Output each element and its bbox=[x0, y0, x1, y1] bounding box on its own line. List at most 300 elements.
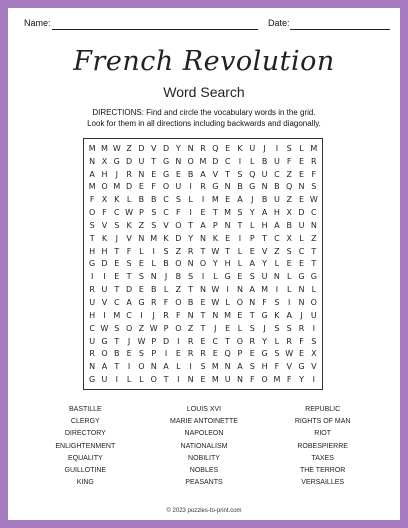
grid-letter[interactable]: X bbox=[286, 233, 292, 243]
grid-letter[interactable]: E bbox=[126, 349, 132, 359]
grid-letter[interactable]: M bbox=[273, 375, 281, 385]
grid-letter[interactable]: H bbox=[261, 220, 268, 230]
grid-letter[interactable]: D bbox=[162, 336, 170, 346]
grid-letter[interactable]: T bbox=[200, 323, 206, 333]
grid-letter[interactable]: Y bbox=[212, 259, 218, 269]
grid-letter[interactable]: J bbox=[152, 310, 155, 320]
grid-letter[interactable]: D bbox=[126, 182, 133, 192]
grid-letter[interactable]: Y bbox=[188, 233, 194, 243]
grid-letter[interactable]: N bbox=[224, 362, 231, 372]
grid-letter[interactable]: Z bbox=[286, 195, 292, 205]
grid-letter[interactable]: E bbox=[298, 169, 305, 179]
grid-letter[interactable]: E bbox=[225, 233, 231, 243]
grid-letter[interactable]: A bbox=[286, 310, 292, 320]
grid-letter[interactable]: R bbox=[200, 349, 206, 359]
grid-letter[interactable]: A bbox=[261, 208, 268, 218]
grid-letter[interactable]: E bbox=[175, 169, 181, 179]
grid-letter[interactable]: D bbox=[212, 156, 219, 166]
grid-letter[interactable]: I bbox=[288, 298, 291, 308]
grid-letter[interactable]: Z bbox=[138, 220, 145, 230]
grid-letter[interactable]: O bbox=[175, 259, 182, 269]
grid-letter[interactable]: O bbox=[261, 375, 268, 385]
grid-letter[interactable]: E bbox=[200, 375, 206, 385]
grid-letter[interactable]: A bbox=[249, 285, 255, 295]
grid-letter[interactable]: L bbox=[188, 195, 193, 205]
grid-letter[interactable]: L bbox=[299, 233, 304, 243]
grid-letter[interactable]: J bbox=[214, 323, 217, 333]
grid-letter[interactable]: S bbox=[286, 323, 292, 333]
grid-letter[interactable]: D bbox=[162, 143, 170, 153]
grid-letter[interactable]: M bbox=[211, 195, 219, 205]
grid-letter[interactable]: S bbox=[249, 272, 255, 282]
grid-letter[interactable]: U bbox=[310, 310, 317, 320]
grid-letter[interactable]: S bbox=[138, 272, 144, 282]
grid-letter[interactable]: T bbox=[114, 362, 120, 372]
grid-letter[interactable]: N bbox=[261, 182, 268, 192]
grid-letter[interactable]: L bbox=[237, 259, 243, 269]
grid-letter[interactable]: T bbox=[249, 310, 255, 320]
grid-letter[interactable]: H bbox=[89, 310, 96, 320]
grid-letter[interactable]: F bbox=[126, 246, 132, 256]
grid-letter[interactable]: A bbox=[200, 220, 206, 230]
grid-letter[interactable]: O bbox=[310, 298, 317, 308]
grid-letter[interactable]: I bbox=[275, 143, 279, 153]
grid-letter[interactable]: R bbox=[311, 156, 317, 166]
grid-letter[interactable]: P bbox=[139, 208, 144, 218]
grid-letter[interactable]: T bbox=[126, 272, 132, 282]
grid-letter[interactable]: C bbox=[298, 246, 305, 256]
grid-letter[interactable]: E bbox=[151, 169, 157, 179]
grid-letter[interactable]: O bbox=[199, 259, 207, 269]
grid-letter[interactable]: B bbox=[274, 182, 280, 192]
grid-letter[interactable]: W bbox=[100, 323, 109, 333]
grid-letter[interactable]: N bbox=[187, 375, 194, 385]
grid-letter[interactable]: D bbox=[175, 233, 182, 243]
grid-letter[interactable]: N bbox=[236, 375, 243, 385]
grid-letter[interactable]: E bbox=[237, 272, 243, 282]
grid-letter[interactable]: E bbox=[200, 208, 206, 218]
grid-letter[interactable]: S bbox=[89, 220, 95, 230]
grid-letter[interactable]: N bbox=[298, 298, 305, 308]
grid-letter[interactable]: V bbox=[101, 220, 108, 230]
grid-letter[interactable]: T bbox=[200, 310, 206, 320]
grid-letter[interactable]: N bbox=[212, 310, 219, 320]
grid-letter[interactable]: O bbox=[175, 323, 182, 333]
grid-letter[interactable]: U bbox=[224, 375, 231, 385]
grid-letter[interactable]: Z bbox=[126, 143, 132, 153]
grid-letter[interactable]: L bbox=[151, 259, 156, 269]
grid-letter[interactable]: I bbox=[312, 375, 315, 385]
grid-letter[interactable]: X bbox=[101, 156, 108, 166]
grid-letter[interactable]: U bbox=[298, 220, 305, 230]
grid-letter[interactable]: T bbox=[237, 220, 243, 230]
grid-letter[interactable]: W bbox=[285, 349, 294, 359]
grid-letter[interactable]: B bbox=[114, 349, 120, 359]
grid-letter[interactable]: O bbox=[138, 362, 145, 372]
grid-letter[interactable]: K bbox=[126, 220, 132, 230]
grid-letter[interactable]: L bbox=[213, 272, 218, 282]
grid-letter[interactable]: H bbox=[101, 169, 108, 179]
grid-letter[interactable]: K bbox=[114, 195, 120, 205]
grid-letter[interactable]: I bbox=[90, 272, 94, 282]
grid-letter[interactable]: R bbox=[187, 349, 194, 359]
grid-letter[interactable]: F bbox=[286, 156, 292, 166]
grid-letter[interactable]: U bbox=[138, 156, 145, 166]
grid-letter[interactable]: V bbox=[311, 362, 317, 372]
grid-letter[interactable]: L bbox=[225, 298, 230, 308]
grid-letter[interactable]: A bbox=[249, 259, 255, 269]
grid-letter[interactable]: E bbox=[298, 195, 305, 205]
grid-letter[interactable]: T bbox=[225, 336, 231, 346]
grid-letter[interactable]: B bbox=[187, 298, 194, 308]
grid-letter[interactable]: L bbox=[299, 143, 304, 153]
grid-letter[interactable]: V bbox=[101, 298, 108, 308]
grid-letter[interactable]: I bbox=[103, 272, 106, 282]
grid-letter[interactable]: L bbox=[163, 285, 169, 295]
grid-letter[interactable]: S bbox=[163, 246, 169, 256]
grid-letter[interactable]: F bbox=[102, 208, 107, 218]
grid-letter[interactable]: L bbox=[286, 272, 292, 282]
grid-letter[interactable]: O bbox=[175, 298, 182, 308]
grid-letter[interactable]: K bbox=[274, 310, 280, 320]
grid-letter[interactable]: U bbox=[101, 375, 108, 385]
grid-letter[interactable]: M bbox=[211, 362, 219, 372]
grid-letter[interactable]: Z bbox=[138, 323, 145, 333]
grid-letter[interactable]: T bbox=[114, 246, 120, 256]
grid-letter[interactable]: A bbox=[200, 169, 206, 179]
grid-letter[interactable]: W bbox=[211, 246, 220, 256]
grid-letter[interactable]: T bbox=[311, 246, 317, 256]
grid-letter[interactable]: O bbox=[101, 349, 108, 359]
grid-letter[interactable]: D bbox=[138, 143, 145, 153]
grid-letter[interactable]: M bbox=[199, 156, 207, 166]
grid-letter[interactable]: G bbox=[162, 156, 170, 166]
grid-letter[interactable]: S bbox=[175, 195, 181, 205]
grid-letter[interactable]: I bbox=[115, 375, 118, 385]
grid-letter[interactable]: A bbox=[126, 298, 132, 308]
grid-letter[interactable]: I bbox=[189, 182, 192, 192]
grid-letter[interactable]: U bbox=[249, 143, 256, 153]
grid-letter[interactable]: I bbox=[127, 362, 131, 372]
grid-letter[interactable]: E bbox=[225, 323, 231, 333]
grid-letter[interactable]: E bbox=[225, 195, 231, 205]
grid-letter[interactable]: J bbox=[263, 323, 266, 333]
grid-letter[interactable]: L bbox=[274, 259, 280, 269]
grid-letter[interactable]: R bbox=[286, 336, 292, 346]
grid-letter[interactable]: S bbox=[274, 298, 280, 308]
grid-letter[interactable]: J bbox=[115, 233, 118, 243]
grid-letter[interactable]: B bbox=[237, 182, 243, 192]
grid-letter[interactable]: U bbox=[89, 298, 96, 308]
grid-letter[interactable]: I bbox=[238, 233, 242, 243]
grid-letter[interactable]: E bbox=[298, 349, 305, 359]
grid-letter[interactable]: T bbox=[188, 220, 194, 230]
grid-letter[interactable]: M bbox=[88, 182, 96, 192]
grid-letter[interactable]: S bbox=[286, 246, 292, 256]
grid-letter[interactable]: G bbox=[89, 375, 96, 385]
grid-letter[interactable]: H bbox=[273, 208, 280, 218]
grid-letter[interactable]: Y bbox=[262, 259, 268, 269]
grid-letter[interactable]: G bbox=[224, 272, 231, 282]
grid-letter[interactable]: N bbox=[138, 169, 145, 179]
grid-letter[interactable]: G bbox=[261, 349, 268, 359]
grid-letter[interactable]: E bbox=[249, 246, 255, 256]
grid-letter[interactable]: E bbox=[114, 272, 120, 282]
grid-letter[interactable]: N bbox=[150, 362, 157, 372]
grid-letter[interactable]: A bbox=[237, 195, 243, 205]
grid-letter[interactable]: O bbox=[175, 220, 182, 230]
grid-letter[interactable]: R bbox=[200, 182, 206, 192]
grid-letter[interactable]: F bbox=[286, 375, 292, 385]
grid-letter[interactable]: O bbox=[162, 182, 170, 192]
grid-letter[interactable]: E bbox=[286, 259, 292, 269]
grid-letter[interactable]: A bbox=[101, 362, 108, 372]
grid-letter[interactable]: T bbox=[262, 233, 268, 243]
grid-letter[interactable]: P bbox=[163, 323, 169, 333]
grid-letter[interactable]: S bbox=[151, 220, 157, 230]
grid-letter[interactable]: R bbox=[150, 298, 157, 308]
grid-letter[interactable]: W bbox=[211, 285, 220, 295]
grid-letter[interactable]: N bbox=[175, 156, 182, 166]
grid-letter[interactable]: F bbox=[151, 182, 157, 192]
grid-letter[interactable]: V bbox=[150, 143, 157, 153]
grid-letter[interactable]: B bbox=[150, 285, 157, 295]
grid-letter[interactable]: M bbox=[224, 310, 232, 320]
grid-letter[interactable]: R bbox=[163, 310, 169, 320]
grid-letter[interactable]: B bbox=[163, 259, 169, 269]
grid-letter[interactable]: F bbox=[274, 362, 280, 372]
grid-letter[interactable]: A bbox=[237, 362, 243, 372]
grid-letter[interactable]: U bbox=[261, 272, 268, 282]
grid-letter[interactable]: E bbox=[237, 310, 243, 320]
grid-letter[interactable]: G bbox=[298, 362, 305, 372]
grid-letter[interactable]: N bbox=[236, 285, 243, 295]
grid-letter[interactable]: T bbox=[212, 208, 218, 218]
grid-letter[interactable]: D bbox=[101, 259, 108, 269]
grid-letter[interactable]: Q bbox=[249, 169, 256, 179]
grid-letter[interactable]: Q bbox=[224, 349, 231, 359]
grid-letter[interactable]: A bbox=[89, 169, 95, 179]
grid-letter[interactable]: I bbox=[177, 336, 180, 346]
grid-letter[interactable]: P bbox=[249, 233, 255, 243]
grid-letter[interactable]: M bbox=[101, 143, 108, 153]
grid-letter[interactable]: K bbox=[163, 233, 169, 243]
grid-letter[interactable]: N bbox=[310, 220, 317, 230]
grid-letter[interactable]: V bbox=[126, 233, 132, 243]
grid-letter[interactable]: F bbox=[176, 208, 181, 218]
grid-letter[interactable]: T bbox=[200, 246, 206, 256]
grid-letter[interactable]: N bbox=[273, 272, 280, 282]
grid-letter[interactable]: T bbox=[114, 336, 120, 346]
grid-letter[interactable]: I bbox=[189, 208, 192, 218]
grid-letter[interactable]: P bbox=[237, 349, 243, 359]
grid-letter[interactable]: Q bbox=[212, 143, 219, 153]
grid-letter[interactable]: Y bbox=[299, 375, 304, 385]
grid-letter[interactable]: G bbox=[261, 310, 268, 320]
grid-letter[interactable]: N bbox=[187, 143, 194, 153]
grid-letter[interactable]: G bbox=[113, 156, 120, 166]
grid-letter[interactable]: M bbox=[211, 375, 219, 385]
grid-letter[interactable]: L bbox=[237, 246, 243, 256]
grid-letter[interactable]: N bbox=[187, 259, 194, 269]
grid-letter[interactable]: W bbox=[112, 143, 121, 153]
grid-letter[interactable]: O bbox=[187, 156, 194, 166]
grid-letter[interactable]: L bbox=[176, 362, 181, 372]
grid-letter[interactable]: D bbox=[126, 156, 133, 166]
grid-letter[interactable]: M bbox=[310, 143, 318, 153]
grid-letter[interactable]: I bbox=[201, 272, 205, 282]
grid-letter[interactable]: N bbox=[224, 220, 231, 230]
grid-letter[interactable]: X bbox=[101, 195, 108, 205]
grid-letter[interactable]: I bbox=[177, 375, 180, 385]
grid-letter[interactable]: S bbox=[151, 208, 157, 218]
grid-letter[interactable]: G bbox=[162, 169, 170, 179]
grid-letter[interactable]: N bbox=[89, 156, 96, 166]
grid-letter[interactable]: R bbox=[187, 336, 194, 346]
grid-letter[interactable]: F bbox=[262, 298, 267, 308]
grid-letter[interactable]: E bbox=[225, 143, 231, 153]
grid-letter[interactable]: J bbox=[127, 336, 131, 346]
grid-letter[interactable]: L bbox=[126, 195, 132, 205]
grid-letter[interactable]: C bbox=[113, 298, 120, 308]
grid-letter[interactable]: L bbox=[237, 323, 243, 333]
grid-letter[interactable]: M bbox=[113, 182, 121, 192]
grid-letter[interactable]: E bbox=[175, 349, 181, 359]
grid-letter[interactable]: E bbox=[200, 336, 206, 346]
grid-letter[interactable]: M bbox=[88, 143, 96, 153]
grid-letter[interactable]: N bbox=[224, 182, 231, 192]
grid-letter[interactable]: F bbox=[176, 310, 181, 320]
grid-letter[interactable]: F bbox=[163, 298, 169, 308]
grid-letter[interactable]: E bbox=[138, 285, 144, 295]
grid-letter[interactable]: O bbox=[101, 182, 108, 192]
grid-letter[interactable]: B bbox=[138, 195, 145, 205]
grid-letter[interactable]: D bbox=[126, 285, 133, 295]
grid-letter[interactable]: I bbox=[226, 285, 229, 295]
grid-letter[interactable]: S bbox=[274, 349, 280, 359]
grid-letter[interactable]: B bbox=[261, 156, 268, 166]
grid-letter[interactable]: L bbox=[286, 285, 292, 295]
grid-letter[interactable]: S bbox=[114, 220, 120, 230]
grid-letter[interactable]: C bbox=[311, 208, 317, 218]
grid-letter[interactable]: L bbox=[126, 375, 132, 385]
grid-letter[interactable]: I bbox=[189, 362, 192, 372]
grid-letter[interactable]: G bbox=[298, 272, 305, 282]
grid-letter[interactable]: B bbox=[261, 195, 268, 205]
grid-letter[interactable]: U bbox=[261, 169, 268, 179]
grid-letter[interactable]: Q bbox=[286, 182, 293, 192]
grid-letter[interactable]: J bbox=[263, 143, 266, 153]
grid-letter[interactable]: S bbox=[274, 323, 280, 333]
grid-letter[interactable]: N bbox=[200, 233, 206, 243]
grid-letter[interactable]: G bbox=[89, 259, 96, 269]
grid-letter[interactable]: V bbox=[261, 246, 268, 256]
grid-letter[interactable]: Z bbox=[274, 246, 280, 256]
grid-letter[interactable]: S bbox=[200, 362, 206, 372]
grid-letter[interactable]: G bbox=[212, 182, 219, 192]
grid-letter[interactable]: V bbox=[212, 169, 219, 179]
grid-letter[interactable]: H bbox=[224, 259, 231, 269]
grid-letter[interactable]: E bbox=[298, 259, 305, 269]
grid-letter[interactable]: W bbox=[137, 336, 146, 346]
grid-letter[interactable]: T bbox=[151, 156, 157, 166]
grid-letter[interactable]: U bbox=[273, 195, 280, 205]
grid-letter[interactable]: V bbox=[163, 220, 169, 230]
grid-letter[interactable]: C bbox=[89, 323, 95, 333]
grid-letter[interactable]: I bbox=[140, 310, 143, 320]
grid-letter[interactable]: K bbox=[212, 233, 218, 243]
grid-letter[interactable]: T bbox=[311, 259, 317, 269]
grid-letter[interactable]: O bbox=[150, 375, 157, 385]
grid-letter[interactable]: Z bbox=[311, 233, 317, 243]
grid-letter[interactable]: W bbox=[125, 208, 134, 218]
grid-letter[interactable]: R bbox=[89, 349, 95, 359]
grid-letter[interactable]: S bbox=[237, 169, 243, 179]
grid-letter[interactable]: U bbox=[273, 156, 280, 166]
grid-letter[interactable]: L bbox=[250, 220, 255, 230]
grid-letter[interactable]: E bbox=[249, 349, 255, 359]
grid-letter[interactable]: J bbox=[300, 310, 303, 320]
date-field-line[interactable] bbox=[290, 29, 390, 30]
grid-letter[interactable]: E bbox=[298, 156, 305, 166]
grid-letter[interactable]: R bbox=[126, 169, 132, 179]
grid-letter[interactable]: Z bbox=[175, 246, 182, 256]
grid-letter[interactable]: N bbox=[138, 233, 145, 243]
grid-letter[interactable]: E bbox=[212, 349, 218, 359]
grid-letter[interactable]: R bbox=[187, 246, 194, 256]
grid-letter[interactable]: N bbox=[298, 182, 305, 192]
grid-letter[interactable]: B bbox=[150, 195, 157, 205]
name-field-line[interactable] bbox=[52, 29, 258, 30]
grid-letter[interactable]: C bbox=[212, 336, 219, 346]
grid-letter[interactable]: W bbox=[309, 195, 318, 205]
grid-letter[interactable]: S bbox=[249, 362, 255, 372]
grid-letter[interactable]: G bbox=[249, 182, 256, 192]
grid-letter[interactable]: J bbox=[251, 195, 254, 205]
grid-letter[interactable]: M bbox=[113, 310, 121, 320]
grid-letter[interactable]: S bbox=[126, 259, 132, 269]
grid-letter[interactable]: Z bbox=[286, 169, 292, 179]
grid-letter[interactable]: S bbox=[249, 323, 255, 333]
grid-letter[interactable]: O bbox=[125, 323, 133, 333]
grid-letter[interactable]: S bbox=[311, 336, 317, 346]
grid-letter[interactable]: I bbox=[238, 156, 242, 166]
grid-letter[interactable]: W bbox=[149, 323, 158, 333]
grid-letter[interactable]: R bbox=[249, 336, 256, 346]
grid-letter[interactable]: S bbox=[237, 208, 243, 218]
grid-letter[interactable]: C bbox=[113, 208, 120, 218]
grid-letter[interactable]: F bbox=[311, 169, 317, 179]
grid-letter[interactable]: L bbox=[311, 285, 317, 295]
grid-letter[interactable]: U bbox=[175, 182, 182, 192]
grid-letter[interactable]: B bbox=[175, 272, 182, 282]
grid-letter[interactable]: E bbox=[200, 298, 206, 308]
grid-letter[interactable]: C bbox=[224, 156, 231, 166]
grid-letter[interactable]: L bbox=[139, 375, 144, 385]
grid-letter[interactable]: N bbox=[298, 285, 305, 295]
grid-letter[interactable]: C bbox=[126, 310, 132, 320]
grid-letter[interactable]: M bbox=[224, 208, 232, 218]
grid-letter[interactable]: N bbox=[150, 272, 157, 282]
grid-letter[interactable]: A bbox=[274, 220, 280, 230]
grid-letter[interactable]: S bbox=[286, 143, 292, 153]
grid-letter[interactable]: Z bbox=[175, 285, 182, 295]
grid-letter[interactable]: N bbox=[249, 298, 256, 308]
grid-letter[interactable]: T bbox=[225, 246, 231, 256]
grid-letter[interactable]: X bbox=[286, 208, 292, 218]
grid-letter[interactable]: V bbox=[286, 362, 292, 372]
grid-letter[interactable]: Z bbox=[187, 323, 194, 333]
